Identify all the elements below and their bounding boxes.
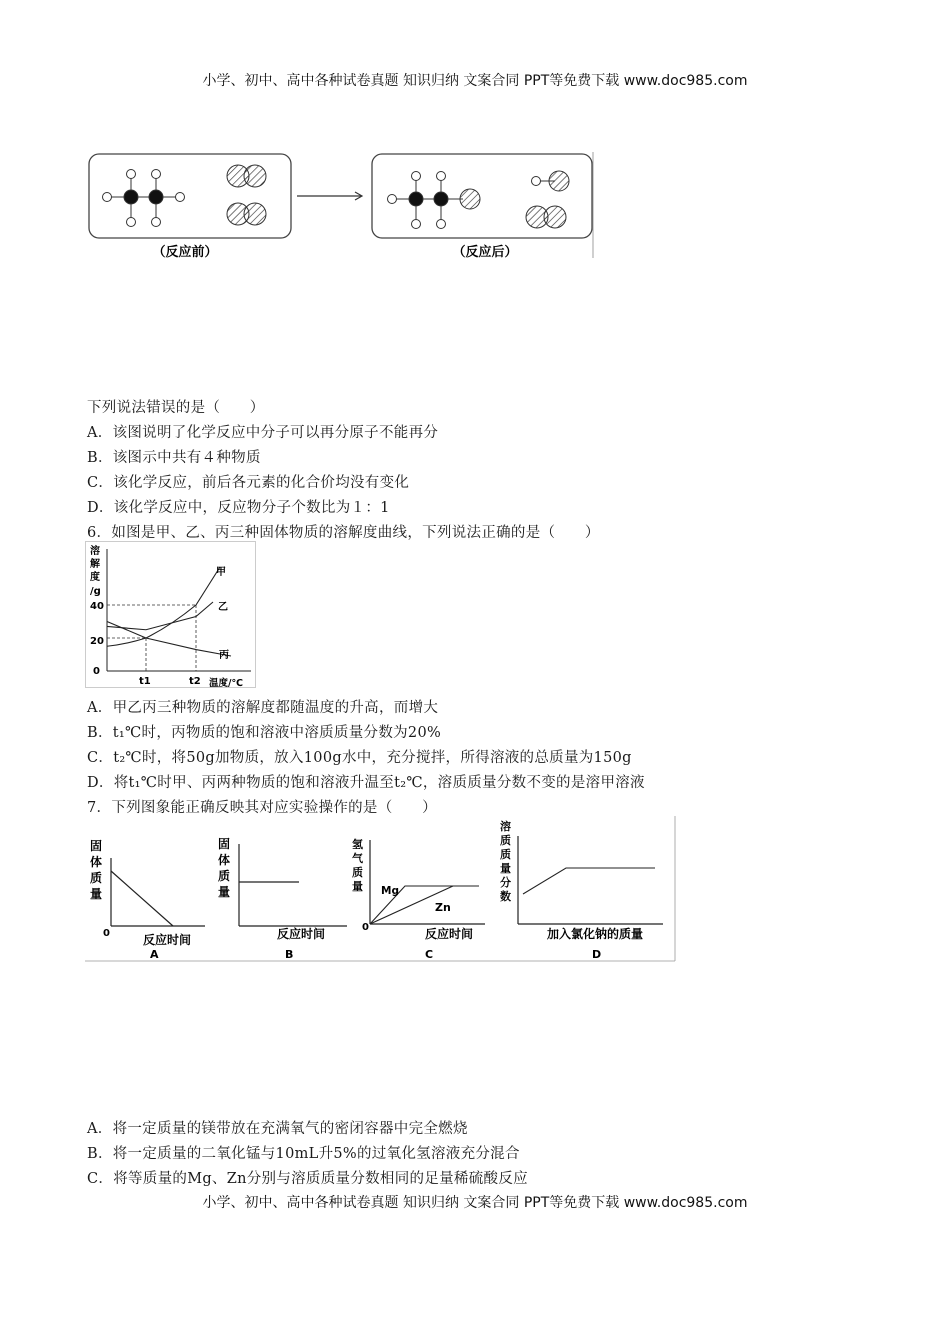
ylabel-chars <box>90 544 101 597</box>
graph-b-ylabel-char: 质 <box>218 869 231 883</box>
graph-c-ylabel-char: 气 <box>352 852 363 865</box>
ylabel-char: 溶 <box>90 546 100 557</box>
graph-d-ylabel-char: 溶 <box>500 820 511 833</box>
page-header: 小学、初中、高中各种试卷真题 知识归纳 文案合同 PPT等免费下载 www.doc985.com <box>202 73 748 89</box>
after-label: （反应后） <box>452 245 518 260</box>
reaction-arrow <box>297 192 362 200</box>
graph-b-ylabel-char: 体 <box>218 853 231 867</box>
graph-a-ylabel-char: 量 <box>90 887 103 901</box>
reactant-molecule-1 <box>103 170 185 227</box>
graph-c-origin: 0 <box>362 922 369 933</box>
graph-c-ylabel-char: 质 <box>352 866 363 879</box>
q6-stem: 6．如图是甲、乙、丙三种固体物质的溶解度曲线，下列说法正确的是（ ） <box>87 525 600 541</box>
product-molecule-2 <box>532 171 570 191</box>
ytick-0: 0 <box>93 666 100 677</box>
graph-a-ylabel-char: 质 <box>90 871 103 885</box>
graph-b-ylabel-char: 量 <box>218 885 231 899</box>
series-label-jia: 甲 <box>216 567 226 578</box>
graph-b <box>218 837 347 961</box>
graph-b-letter: B <box>285 948 294 961</box>
graph-a-line <box>111 871 173 926</box>
graph-a-ylabel-char: 体 <box>90 855 103 869</box>
graph-d-letter: D <box>592 948 602 961</box>
ylabel-char: /g <box>90 586 101 597</box>
q6-option-d: D．将t₁℃时甲、丙两种物质的饱和溶液升温至t₂℃，溶质质量分数不变的是溶甲溶液 <box>87 775 645 791</box>
xtick-t1: t1 <box>139 676 151 687</box>
graph-c-letter: C <box>425 948 434 961</box>
graph-a <box>90 839 205 961</box>
graph-d-ylabel-char: 质 <box>500 848 511 861</box>
q7-option-b: B．将一定质量的二氧化锰与10mL升5%的过氧化氢溶液充分混合 <box>87 1146 520 1162</box>
q5-option-c: C．该化学反应，前后各元素的化合价均没有变化 <box>87 475 410 491</box>
graph-c <box>352 837 485 961</box>
reaction-diagram <box>85 148 600 266</box>
graph-c-ylabel-char: 氢 <box>352 838 363 851</box>
solubility-curve-0 <box>107 567 220 646</box>
solubility-curve-2 <box>107 622 231 657</box>
graph-d-ylabel-char: 数 <box>500 890 511 903</box>
graph-d-line <box>523 868 655 894</box>
q5-option-a: A．该图说明了化学反应中分子可以再分原子不能再分 <box>87 425 439 441</box>
product-molecule-3 <box>526 206 566 228</box>
q5-option-b: B．该图示中共有４种物质 <box>87 450 261 466</box>
q6-option-a: A．甲乙丙三种物质的溶解度都随温度的升高，而增大 <box>87 700 439 716</box>
ytick-40: 40 <box>90 601 104 612</box>
product-molecule-1 <box>388 172 481 229</box>
graph-d-xlabel: 加入氯化钠的质量 <box>547 927 644 941</box>
ylabel-char: 度 <box>90 572 100 583</box>
solubility-curve-1 <box>107 602 213 630</box>
graph-c-label-mg: Mg <box>381 885 399 897</box>
graph-d-ylabel-char: 分 <box>500 876 511 889</box>
graph-c-label-zn: Zn <box>435 901 451 914</box>
graph-c-xlabel: 反应时间 <box>425 927 474 941</box>
q6-option-c: C．t₂℃时，将50g加物质，放入100g水中，充分搅拌，所得溶液的总质量为150g <box>87 750 632 766</box>
series-label-yi: 乙 <box>218 602 228 613</box>
before-label: （反应前） <box>152 245 218 260</box>
q5-stem: 下列说法错误的是（ ） <box>87 400 265 416</box>
graph-d-ylabel-char: 量 <box>500 862 511 875</box>
graph-a-letter: A <box>150 948 159 961</box>
graph-a-origin: 0 <box>103 928 110 939</box>
q7-stem: 7．下列图象能正确反映其对应实验操作的是（ ） <box>87 800 437 816</box>
series-label-bing: 丙 <box>219 650 229 661</box>
graph-c-ylabel-char: 量 <box>352 880 363 893</box>
graph-d-ylabel-char: 质 <box>500 834 511 847</box>
graph-b-xlabel: 反应时间 <box>277 927 326 941</box>
q7-option-c: C．将等质量的Mg、Zn分别与溶质质量分数相同的足量稀硫酸反应 <box>87 1171 528 1187</box>
graph-a-ylabel-char: 固 <box>90 839 103 853</box>
graph-d <box>500 819 663 961</box>
ytick-20: 20 <box>90 636 104 647</box>
xlabel: 温度/℃ <box>209 678 243 689</box>
q7-graphs <box>85 816 677 964</box>
reactant-molecule-2 <box>227 165 266 225</box>
q7-option-a: A．将一定质量的镁带放在充满氧气的密闭容器中完全燃烧 <box>87 1121 468 1137</box>
graph-a-xlabel: 反应时间 <box>143 933 192 947</box>
q5-option-d: D．该化学反应中，反应物分子个数比为１：1 <box>87 500 390 516</box>
ylabel-char: 解 <box>90 559 100 570</box>
xtick-t2: t2 <box>189 676 201 687</box>
graph-b-ylabel-char: 固 <box>218 837 231 851</box>
solubility-chart <box>85 541 257 689</box>
page-footer: 小学、初中、高中各种试卷真题 知识归纳 文案合同 PPT等免费下载 www.doc985.com <box>202 1195 748 1211</box>
q6-option-b: B．t₁℃时，丙物质的饱和溶液中溶质质量分数为20% <box>87 725 442 741</box>
